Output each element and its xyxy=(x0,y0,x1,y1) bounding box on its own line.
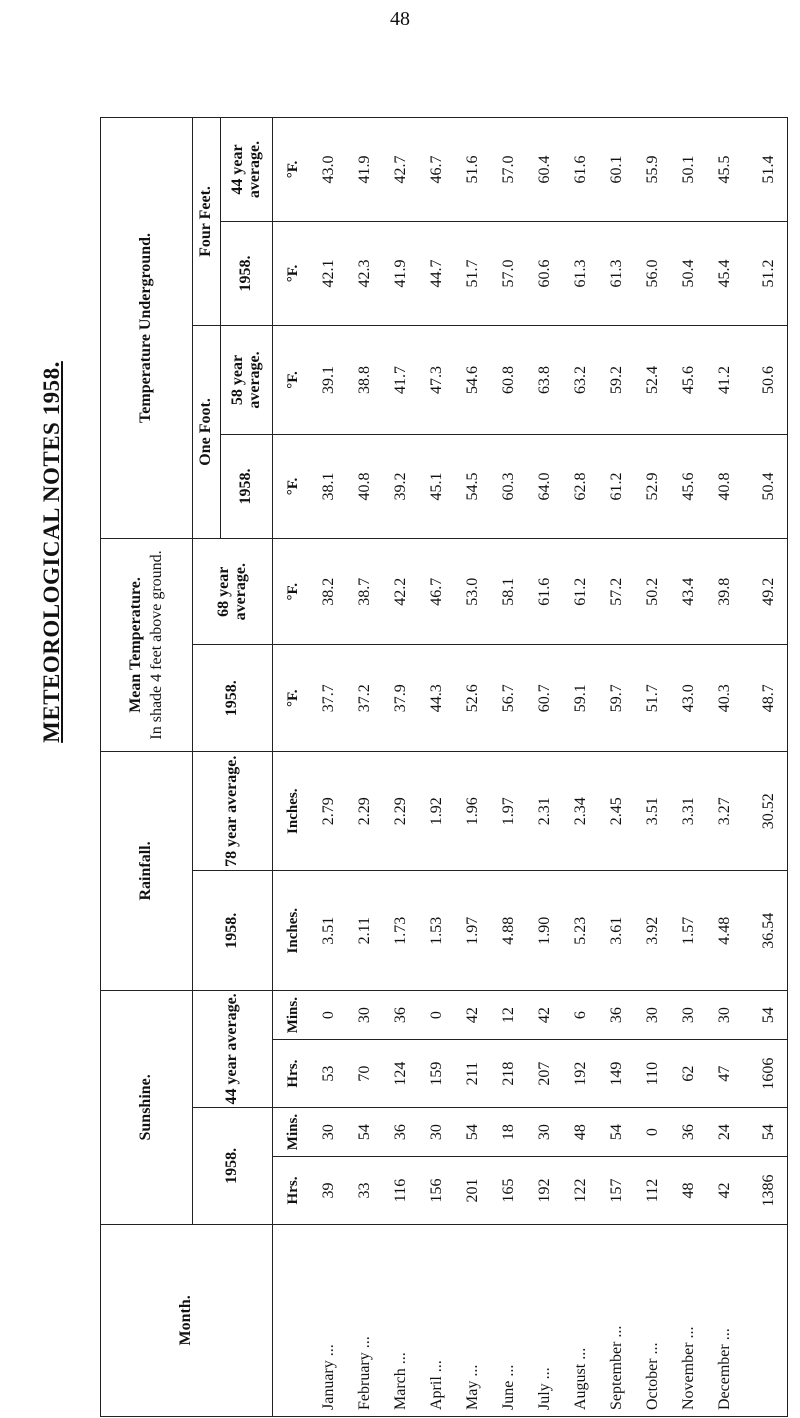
table-cell: 1.96 xyxy=(464,797,481,826)
table-cell: 3.61 xyxy=(608,916,625,945)
four-avg-header: 44 year average. xyxy=(221,118,273,222)
table-cell: 57.0 xyxy=(500,155,517,184)
sun-avg-hrs-column xyxy=(273,1040,788,1108)
page-number: 48 xyxy=(390,8,410,30)
table-cell: 2.79 xyxy=(320,797,337,826)
sun-1958-header: 1958. xyxy=(193,1107,273,1224)
row-gap xyxy=(743,435,751,538)
table-cell: 52.4 xyxy=(644,365,661,394)
rain-avg-header: 78 year average. xyxy=(193,751,273,871)
table-cell: 60.8 xyxy=(500,365,517,394)
mean-temperature-header xyxy=(101,538,193,751)
row-gap xyxy=(743,752,751,871)
table-cell: 5.23 xyxy=(572,916,589,945)
row-gap xyxy=(743,539,751,645)
table-cell: 2.34 xyxy=(572,797,589,826)
table-cell: 64.0 xyxy=(536,472,553,501)
table-cell: 192 xyxy=(536,1178,553,1203)
four-1958-column xyxy=(273,222,788,326)
table-cell: 4.88 xyxy=(500,916,517,945)
temp-1958-column xyxy=(273,645,788,752)
one-1958-header: 1958. xyxy=(221,435,273,539)
row-gap xyxy=(743,1225,751,1416)
table-cell: 3.27 xyxy=(716,797,733,826)
unit-label: Inches. xyxy=(285,908,301,954)
row-gap xyxy=(743,871,751,990)
row-gap xyxy=(743,991,751,1039)
table-cell: 55.9 xyxy=(644,155,661,184)
table-cell: 46.7 xyxy=(428,577,445,606)
table-cell: 70 xyxy=(356,1065,373,1082)
sunshine-header: Sunshine. xyxy=(101,990,193,1224)
table-cell: 116 xyxy=(392,1178,409,1203)
table-cell: 54 xyxy=(608,1124,625,1141)
unit-label: Hrs. xyxy=(285,1059,301,1088)
table-cell: 41.9 xyxy=(356,155,373,184)
table-cell: 42.3 xyxy=(356,259,373,288)
row-gap xyxy=(743,222,751,325)
table-cell: 38.7 xyxy=(356,577,373,606)
table-cell: 59.7 xyxy=(608,684,625,713)
table-cell: 53 xyxy=(320,1065,337,1082)
table-cell: 36 xyxy=(608,1007,625,1024)
table-cell: January ... xyxy=(320,1344,337,1410)
table-cell: 42.2 xyxy=(392,577,409,606)
table-cell: 46.7 xyxy=(428,155,445,184)
table-cell: 122 xyxy=(572,1178,589,1203)
table-cell: 112 xyxy=(644,1178,661,1203)
table-cell: August ... xyxy=(572,1347,589,1410)
four-avg-column xyxy=(273,118,788,222)
total-cell: 50.4 xyxy=(760,472,777,501)
table-cell: October ... xyxy=(644,1342,661,1410)
table-cell: 40.8 xyxy=(716,472,733,501)
table-cell: 2.11 xyxy=(356,917,373,945)
rain-1958-header: 1958. xyxy=(193,871,273,991)
table-cell: 1.97 xyxy=(464,916,481,945)
unit-label: °F. xyxy=(285,689,301,707)
total-cell: 36.54 xyxy=(760,912,777,949)
table-cell: 149 xyxy=(608,1061,625,1086)
table-cell: 12 xyxy=(500,1007,517,1024)
table-cell: 45.4 xyxy=(716,259,733,288)
table-cell: 110 xyxy=(644,1061,661,1086)
table-cell: 39.8 xyxy=(716,577,733,606)
total-cell: 48.7 xyxy=(760,684,777,713)
table-cell: 41.2 xyxy=(716,365,733,394)
unit-label: Mins. xyxy=(285,1113,301,1151)
table-cell: 60.4 xyxy=(536,155,553,184)
table-cell: 61.6 xyxy=(536,577,553,606)
table-cell: 51.7 xyxy=(464,259,481,288)
one-avg-column xyxy=(273,325,788,434)
table-cell: 40.8 xyxy=(356,472,373,501)
temp-avg-column xyxy=(273,538,788,645)
table-cell: 54 xyxy=(464,1124,481,1141)
table-cell: 48 xyxy=(572,1124,589,1141)
sun-avg-mins-column xyxy=(273,990,788,1039)
unit-label: Inches. xyxy=(285,788,301,834)
table-cell: 42 xyxy=(464,1007,481,1024)
total-cell: 49.2 xyxy=(760,577,777,606)
table-cell: 54.6 xyxy=(464,365,481,394)
table-cell: 42.1 xyxy=(320,259,337,288)
rain-avg-column xyxy=(273,751,788,871)
table-cell: 60.7 xyxy=(536,684,553,713)
table-cell: 45.1 xyxy=(428,472,445,501)
table-cell: 43.0 xyxy=(680,684,697,713)
table-cell: 60.1 xyxy=(608,155,625,184)
table-cell: 1.53 xyxy=(428,916,445,945)
table-cell: 1.92 xyxy=(428,797,445,826)
table-cell: 44.7 xyxy=(428,259,445,288)
table-cell: 30 xyxy=(320,1124,337,1141)
table-cell: February ... xyxy=(356,1336,373,1410)
table-cell: 24 xyxy=(716,1124,733,1141)
mean-temperature-title: Mean Temperature. xyxy=(126,577,144,713)
table-cell: 39.1 xyxy=(320,365,337,394)
table-cell: 33 xyxy=(356,1182,373,1199)
one-1958-column xyxy=(273,435,788,539)
table-cell: 45.5 xyxy=(716,155,733,184)
table-cell: 61.2 xyxy=(608,472,625,501)
four-1958-header: 1958. xyxy=(221,222,273,326)
table-cell: 58.1 xyxy=(500,577,517,606)
table-cell: 60.6 xyxy=(536,259,553,288)
table-cell: September ... xyxy=(608,1325,625,1410)
table-cell: 61.3 xyxy=(572,259,589,288)
row-gap xyxy=(743,118,751,221)
table-cell: 37.2 xyxy=(356,684,373,713)
table-cell: 59.1 xyxy=(572,684,589,713)
total-cell: 51.2 xyxy=(760,259,777,288)
table-cell: 1.97 xyxy=(500,797,517,826)
shade-note: In shade 4 feet above ground. xyxy=(147,550,165,740)
table-cell: 39.2 xyxy=(392,472,409,501)
table-cell: 2.29 xyxy=(392,797,409,826)
row-gap xyxy=(743,1040,751,1107)
table-cell: March ... xyxy=(392,1352,409,1410)
table-cell: 44.3 xyxy=(428,684,445,713)
table-cell: 2.45 xyxy=(608,797,625,826)
table-cell: 42.7 xyxy=(392,155,409,184)
table-cell: 38.1 xyxy=(320,472,337,501)
one-avg-header: 58 year average. xyxy=(221,325,273,434)
row-gap xyxy=(743,326,751,434)
page-title: METEOROLOGICAL NOTES 1958. xyxy=(39,361,64,743)
table-cell: 39 xyxy=(320,1182,337,1199)
table-cell: 3.51 xyxy=(320,916,337,945)
unit-label: °F. xyxy=(285,477,301,496)
total-cell: 1386 xyxy=(760,1174,777,1207)
total-cell: 54 xyxy=(760,1007,777,1024)
table-cell: 30 xyxy=(716,1007,733,1024)
meteorological-table xyxy=(100,117,777,1417)
table-cell: 0 xyxy=(428,1011,445,1020)
table-cell: 41.7 xyxy=(392,365,409,394)
table-cell: 63.8 xyxy=(536,365,553,394)
table-cell: 61.3 xyxy=(608,259,625,288)
row-gap xyxy=(743,1157,751,1224)
table-cell: 47 xyxy=(716,1065,733,1082)
table-cell: 52.6 xyxy=(464,684,481,713)
unit-label: °F. xyxy=(285,160,301,179)
table-cell: 61.6 xyxy=(572,155,589,184)
table-cell: 50.2 xyxy=(644,577,661,606)
table-cell: 30 xyxy=(680,1007,697,1024)
total-cell: 51.4 xyxy=(760,155,777,184)
table-cell: 0 xyxy=(644,1128,661,1137)
table-cell: 37.7 xyxy=(320,684,337,713)
table-cell: 40.3 xyxy=(716,684,733,713)
table-cell: 53.0 xyxy=(464,577,481,606)
table-cell: 36 xyxy=(680,1124,697,1141)
one-foot-header: One Foot. xyxy=(193,325,221,538)
total-cell: 50.6 xyxy=(760,365,777,394)
table-cell: 165 xyxy=(500,1178,517,1203)
table-cell: 207 xyxy=(536,1061,553,1086)
unit-spacer xyxy=(275,1225,311,1416)
table-cell: 1.73 xyxy=(392,916,409,945)
total-cell: 30.52 xyxy=(760,793,777,830)
table-cell: 3.31 xyxy=(680,797,697,826)
table-cell: 54.5 xyxy=(464,472,481,501)
table-cell: 6 xyxy=(572,1011,589,1020)
table-cell: 3.92 xyxy=(644,916,661,945)
total-cell: 54 xyxy=(760,1124,777,1141)
table-cell: 52.9 xyxy=(644,472,661,501)
table-cell: 51.7 xyxy=(644,684,661,713)
table-cell: 62.8 xyxy=(572,472,589,501)
table-cell: 45.6 xyxy=(680,365,697,394)
table-cell: 3.51 xyxy=(644,797,661,826)
table-cell: 30 xyxy=(356,1007,373,1024)
table-cell: 56.7 xyxy=(500,684,517,713)
table-cell: 4.48 xyxy=(716,916,733,945)
table-cell: 51.6 xyxy=(464,155,481,184)
table-cell: 1.57 xyxy=(680,916,697,945)
table-cell: 63.2 xyxy=(572,365,589,394)
table-cell: July ... xyxy=(536,1367,553,1410)
table-cell: 42 xyxy=(536,1007,553,1024)
total-cell: 1606 xyxy=(760,1057,777,1090)
table-cell: 1.90 xyxy=(536,916,553,945)
temp-1958-header: 1958. xyxy=(193,645,273,752)
table-cell: 37.9 xyxy=(392,684,409,713)
table-cell: 18 xyxy=(500,1124,517,1141)
unit-label: °F. xyxy=(285,371,301,389)
sun-1958-hrs-column xyxy=(273,1157,788,1225)
table-cell: 48 xyxy=(680,1182,697,1199)
table-cell: 47.3 xyxy=(428,365,445,394)
table-cell: 211 xyxy=(464,1061,481,1086)
table-cell: 43.4 xyxy=(680,577,697,606)
table-cell: 38.8 xyxy=(356,365,373,394)
table-cell: 124 xyxy=(392,1061,409,1086)
row-gap xyxy=(743,1108,751,1156)
four-feet-header: Four Feet. xyxy=(193,118,221,326)
table-cell: 57.0 xyxy=(500,259,517,288)
table-cell: 42 xyxy=(716,1182,733,1199)
table-cell: 41.9 xyxy=(392,259,409,288)
table-cell: December ... xyxy=(716,1328,733,1410)
month-header: Month. xyxy=(101,1224,273,1416)
table-cell: 43.0 xyxy=(320,155,337,184)
table-cell: 50.4 xyxy=(680,259,697,288)
table-cell: April ... xyxy=(428,1360,445,1410)
table-cell: 61.2 xyxy=(572,577,589,606)
rain-1958-column xyxy=(273,871,788,991)
table-cell: 38.2 xyxy=(320,577,337,606)
table-cell: 0 xyxy=(320,1011,337,1020)
table-cell: May ... xyxy=(464,1364,481,1410)
row-gap xyxy=(743,645,751,751)
table-cell: 59.2 xyxy=(608,365,625,394)
table-cell: 30 xyxy=(428,1124,445,1141)
table-cell: 218 xyxy=(500,1061,517,1086)
underground-header: Temperature Underground. xyxy=(101,118,193,539)
table-cell: 159 xyxy=(428,1061,445,1086)
table-cell: 30 xyxy=(644,1007,661,1024)
table-cell: 60.3 xyxy=(500,472,517,501)
unit-label: Mins. xyxy=(285,997,301,1034)
table-cell: 2.31 xyxy=(536,797,553,826)
temp-avg-header: 68 year average. xyxy=(193,538,273,645)
rainfall-header: Rainfall. xyxy=(101,751,193,990)
unit-label: °F. xyxy=(285,582,301,601)
table-cell: 192 xyxy=(572,1061,589,1086)
table-cell: 56.0 xyxy=(644,259,661,288)
table-cell: 2.29 xyxy=(356,797,373,826)
month-column xyxy=(273,1224,788,1416)
table-cell: 157 xyxy=(608,1178,625,1203)
table-cell: 30 xyxy=(536,1124,553,1141)
table-cell: 36 xyxy=(392,1124,409,1141)
table-cell: November ... xyxy=(680,1326,697,1410)
table-cell: 62 xyxy=(680,1065,697,1082)
table-cell: 36 xyxy=(392,1007,409,1024)
unit-label: °F. xyxy=(285,264,301,283)
table-cell: 156 xyxy=(428,1178,445,1203)
table-cell: June ... xyxy=(500,1364,517,1410)
sun-1958-mins-column xyxy=(273,1107,788,1156)
table-cell: 45.6 xyxy=(680,472,697,501)
table-cell: 57.2 xyxy=(608,577,625,606)
sun-avg-header: 44 year average. xyxy=(193,990,273,1107)
table-cell: 201 xyxy=(464,1178,481,1203)
unit-label: Hrs. xyxy=(285,1176,301,1205)
table-cell: 54 xyxy=(356,1124,373,1141)
table-cell: 50.1 xyxy=(680,155,697,184)
